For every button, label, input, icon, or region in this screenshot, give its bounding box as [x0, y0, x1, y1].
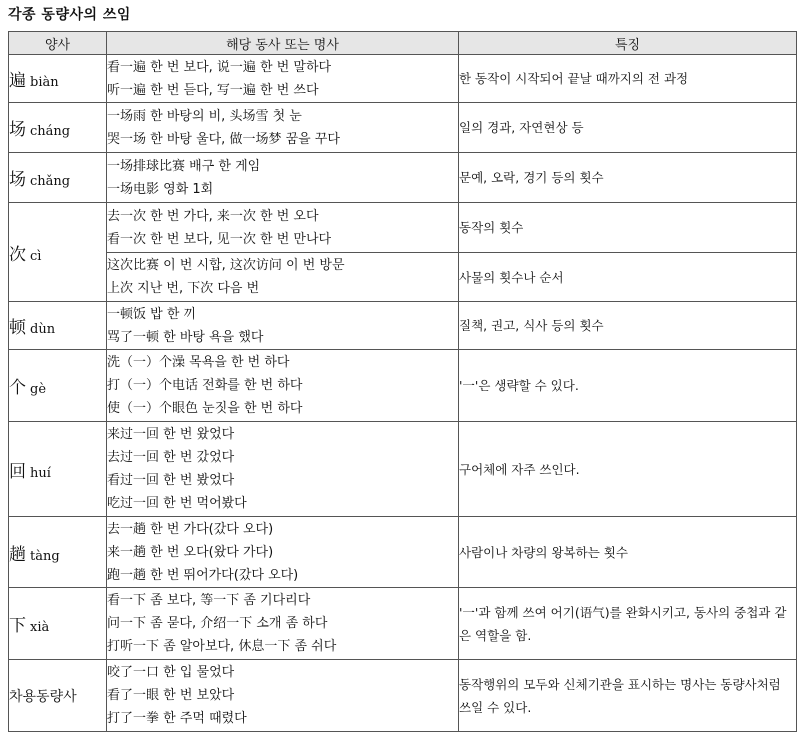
- measure-word-hanzi: 个: [9, 378, 26, 398]
- header-measure-word: 양사: [9, 32, 107, 55]
- example-line: 来过一回 한 번 왔었다: [107, 427, 235, 442]
- examples-cell: [107, 660, 459, 732]
- measure-word-hanzi: 遍: [9, 71, 26, 91]
- measure-word-cell: [9, 588, 107, 660]
- feature-cell: 일의 경과, 자연현상 등: [459, 103, 797, 153]
- measure-word-cell: [9, 422, 107, 517]
- measure-word-hanzi: 顿: [9, 318, 26, 338]
- example-line: 跑一趟 한 번 뛰어가다(갔다 오다): [107, 567, 299, 583]
- example-line: 咬了一口 한 입 물었다: [107, 665, 235, 680]
- measure-word-hanzi: 下: [9, 616, 26, 636]
- measure-word-pinyin: chǎng: [30, 174, 71, 189]
- example-line: 洗（一）个澡 목욕을 한 번 하다: [107, 355, 290, 370]
- example-line: 问一下 좀 묻다, 介绍一下 소개 좀 하다: [107, 616, 328, 631]
- table-row: [9, 517, 797, 588]
- example-line: 上次 지난 번, 下次 다음 번: [107, 281, 260, 296]
- header-feature: 특징: [459, 32, 797, 55]
- examples-cell: [107, 55, 459, 103]
- measure-word-pinyin: dùn: [30, 322, 56, 337]
- example-line: 去一趟 한 번 가다(갔다 오다): [107, 521, 274, 537]
- example-line: 一顿饭 밥 한 끼: [107, 306, 197, 322]
- feature-cell: 동작의 횟수: [459, 203, 797, 253]
- example-line: 看一次 한 번 보다, 见一次 한 번 만나다: [107, 231, 332, 247]
- examples-cell: [107, 203, 459, 253]
- measure-word-pinyin: gè: [30, 382, 47, 397]
- example-line: 一场排球比赛 배구 한 게임: [107, 158, 261, 174]
- example-line: 一场电影 영화 1회: [107, 181, 214, 197]
- example-line: 来一趟 한 번 오다(왔다 가다): [107, 544, 274, 560]
- example-line: 一场雨 한 바탕의 비, 头场雪 첫 눈: [107, 108, 302, 124]
- measure-word-cell: [9, 203, 107, 302]
- examples-cell: [107, 103, 459, 153]
- example-line: 打（一）个电话 전화를 한 번 하다: [107, 378, 303, 393]
- example-line: 打听一下 좀 알아보다, 休息一下 좀 쉬다: [107, 639, 337, 654]
- table-row: [9, 660, 797, 732]
- example-line: 看了一眼 한 번 보았다: [107, 688, 235, 703]
- example-line: 吃过一回 한 번 먹어봤다: [107, 496, 247, 511]
- measure-word-cell: [9, 55, 107, 103]
- examples-cell: [107, 517, 459, 588]
- examples-cell: [107, 253, 459, 302]
- header-row: [9, 32, 797, 55]
- feature-cell: '一'과 함께 쓰여 어기(语气)를 완화시키고, 동사의 중첩과 같은 역할을 함.: [459, 588, 797, 660]
- example-line: 去一次 한 번 가다, 来一次 한 번 오다: [107, 208, 319, 224]
- table-row: [9, 153, 797, 203]
- table-row: [9, 302, 797, 350]
- table-row: [9, 203, 797, 253]
- measure-word-hanzi: 次: [9, 244, 26, 265]
- measure-word-cell: [9, 517, 107, 588]
- examples-cell: [107, 153, 459, 203]
- table-row: [9, 103, 797, 153]
- example-line: 打了一拳 한 주먹 때렸다: [107, 711, 247, 726]
- feature-cell: '一'은 생략할 수 있다.: [459, 350, 797, 422]
- feature-cell: 사물의 횟수나 순서: [459, 253, 797, 302]
- measure-word-pinyin: biàn: [30, 75, 59, 90]
- feature-cell: 문예, 오락, 경기 등의 횟수: [459, 153, 797, 203]
- feature-cell: 한 동작이 시작되어 끝날 때까지의 전 과정: [459, 55, 797, 103]
- examples-cell: [107, 422, 459, 517]
- table-row: [9, 422, 797, 517]
- measure-word-cell: [9, 660, 107, 732]
- feature-cell: 구어체에 자주 쓰인다.: [459, 422, 797, 517]
- measure-word-label: 차용동량사: [9, 688, 77, 705]
- example-line: 看一下 좀 보다, 等一下 좀 기다리다: [107, 593, 311, 608]
- example-line: 哭一场 한 바탕 울다, 做一场梦 꿈을 꾸다: [107, 131, 340, 147]
- table-row: [9, 588, 797, 660]
- example-line: 听一遍 한 번 듣다, 写一遍 한 번 쓰다: [107, 82, 319, 98]
- example-line: 看一遍 한 번 보다, 说一遍 한 번 말하다: [107, 59, 332, 75]
- examples-cell: [107, 350, 459, 422]
- measure-word-hanzi: 趟: [9, 544, 26, 565]
- measure-word-pinyin: cì: [30, 248, 42, 264]
- table-row: [9, 55, 797, 103]
- measure-word-hanzi: 回: [9, 461, 26, 482]
- measure-word-hanzi: 场: [9, 120, 26, 140]
- measure-word-cell: [9, 350, 107, 422]
- measure-word-pinyin: xià: [30, 620, 50, 635]
- example-line: 看过一回 한 번 봤었다: [107, 473, 235, 488]
- example-line: 骂了一顿 한 바탕 욕을 했다: [107, 329, 264, 345]
- example-line: 去过一回 한 번 갔었다: [107, 450, 235, 465]
- feature-cell: 동작행위의 모두와 신체기관을 표시하는 명사는 동량사처럼 쓰일 수 있다.: [459, 660, 797, 732]
- feature-cell: 사람이나 차량의 왕복하는 횟수: [459, 517, 797, 588]
- measure-word-cell: [9, 103, 107, 153]
- feature-cell: 질책, 권고, 식사 등의 횟수: [459, 302, 797, 350]
- example-line: 这次比赛 이 번 시합, 这次访问 이 번 방문: [107, 258, 345, 273]
- examples-cell: [107, 588, 459, 660]
- measure-word-pinyin: cháng: [30, 124, 71, 139]
- measure-word-pinyin: tàng: [30, 548, 60, 564]
- measure-word-cell: [9, 302, 107, 350]
- measure-word-pinyin: huí: [30, 465, 51, 481]
- example-line: 使（一）个眼色 눈짓을 한 번 하다: [107, 401, 303, 416]
- table-row: [9, 253, 797, 302]
- examples-cell: [107, 302, 459, 350]
- table-row: [9, 350, 797, 422]
- measure-word-hanzi: 场: [9, 170, 26, 190]
- page-title: 각종 동량사의 쓰임: [8, 7, 131, 23]
- measure-word-table: [8, 31, 797, 732]
- header-verb-noun: 해당 동사 또는 명사: [107, 32, 459, 55]
- measure-word-cell: [9, 153, 107, 203]
